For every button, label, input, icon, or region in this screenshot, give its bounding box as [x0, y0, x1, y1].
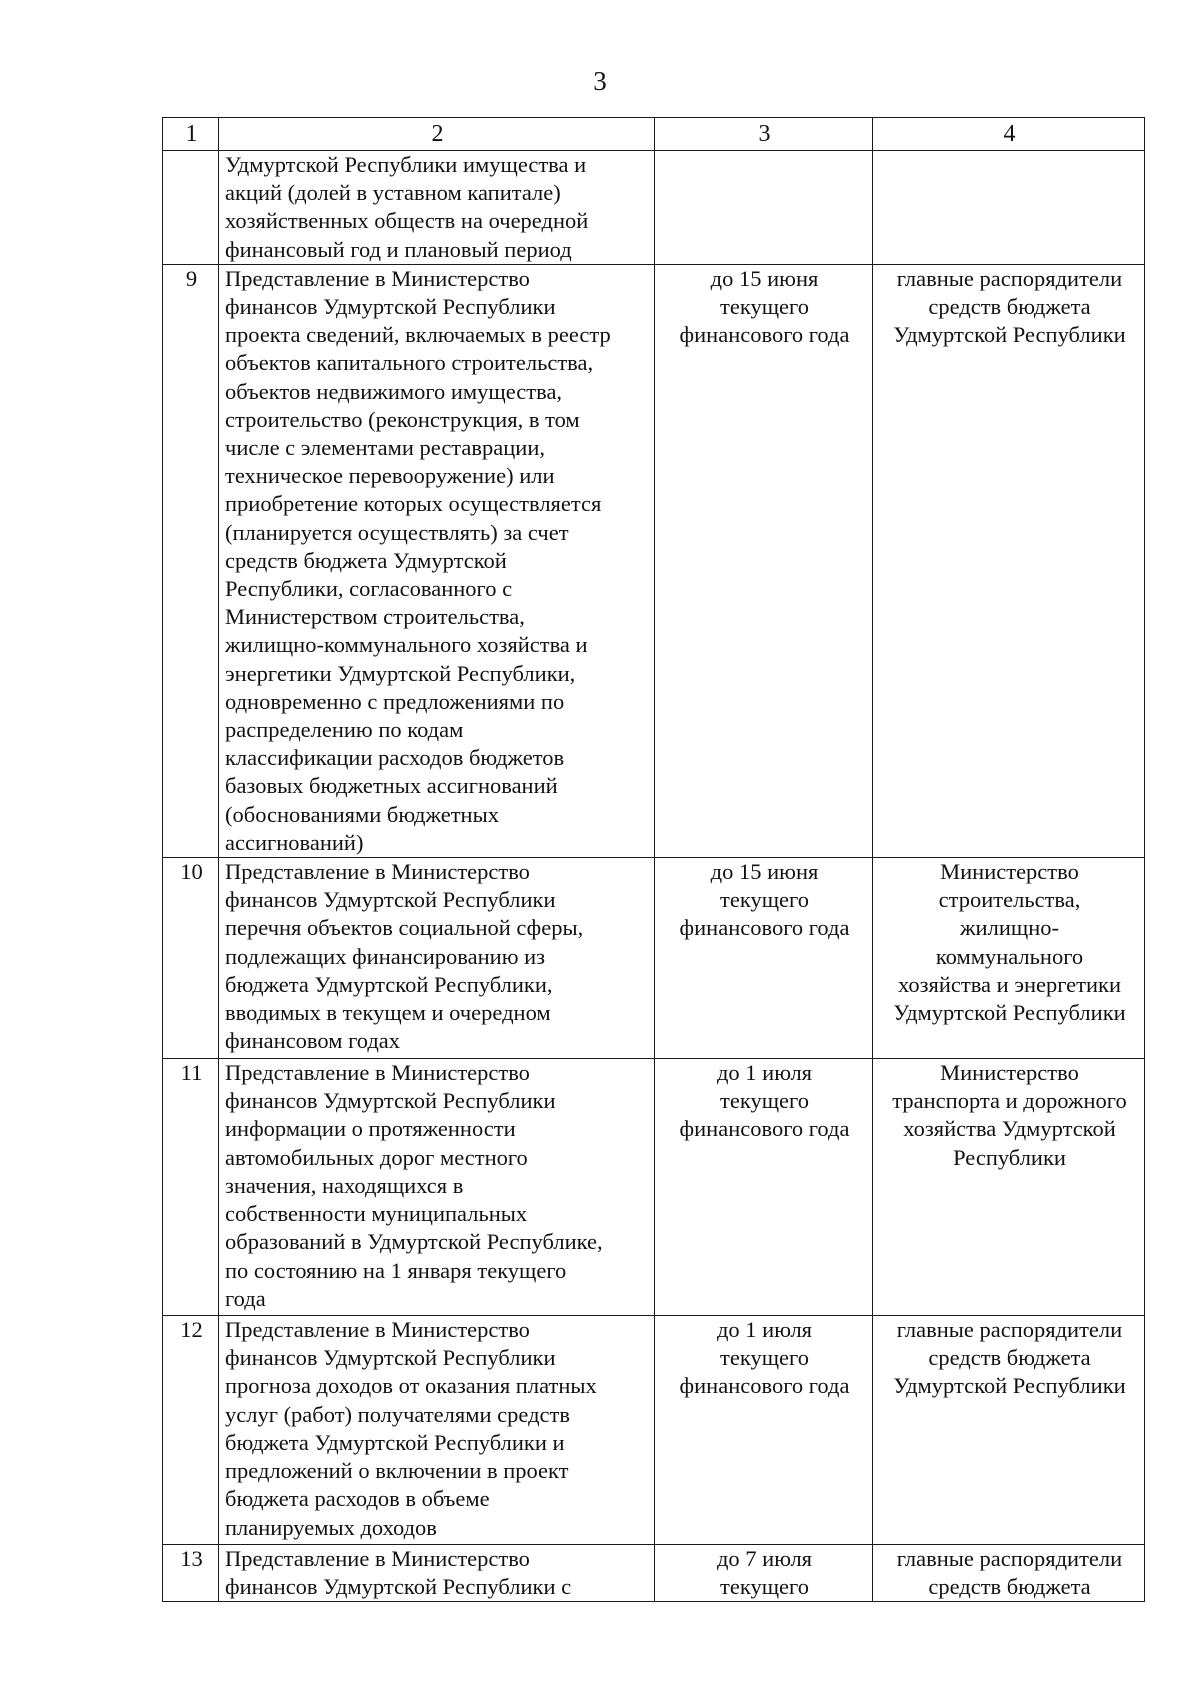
table-row [163, 1316, 1145, 1545]
column-number-4: 4 [873, 118, 1145, 151]
table-row [163, 264, 1145, 857]
row-deadline: до 7 июля текущего [655, 1545, 873, 1602]
row-description: Представление в Министерство финансов Удмуртской Республики информации о протяженности автомобильных дорог местного значения, находящихся в собственности муниципальных образований в Удмуртской Республике, по состоянию на 1 января текущего года [219, 1059, 655, 1316]
row-responsible: главные распорядители средств бюджета Удмуртской Республики [873, 1316, 1145, 1545]
page-number: 3 [593, 66, 607, 96]
row-deadline: до 15 июня текущего финансового года [655, 858, 873, 1059]
column-number-2: 2 [219, 118, 655, 151]
row-description: Удмуртской Республики имущества и акций (долей в уставном капитале) хозяйственных обществ на очередной финансовый год и плановый период [219, 151, 655, 265]
row-responsible: главные распорядители средств бюджета Удмуртской Республики [873, 264, 1145, 857]
table-row [163, 1545, 1145, 1602]
table-row [163, 858, 1145, 1059]
row-deadline [655, 151, 873, 265]
row-description: Представление в Министерство финансов Удмуртской Республики перечня объектов социальной сферы, подлежащих финансированию из бюджета Удмуртской Республики, вводимых в текущем и очередном финансовом годах [219, 858, 655, 1059]
row-responsible [873, 151, 1145, 265]
row-deadline: до 1 июля текущего финансового года [655, 1059, 873, 1316]
table-row [163, 151, 1145, 265]
table-row [163, 1059, 1145, 1316]
schedule-table [162, 117, 1145, 1602]
row-description: Представление в Министерство финансов Удмуртской Республики проекта сведений, включаемых в реестр объектов капитального строительства, объектов недвижимого имущества, строительство (реконструкция, в том числе с элементами реставрации, техническое перевооружение) или приобретение которых осуществляется (планируется осуществлять) за счет средств бюджета Удмуртской Республики, согласованного с Министерством строительства, жилищно-коммунального хозяйства и энергетики Удмуртской Республики, одновременно с предложениями по распределению по кодам классификации расходов бюджетов базовых бюджетных ассигнований (обоснованиями бюджетных ассигнований) [219, 264, 655, 857]
row-description: Представление в Министерство финансов Удмуртской Республики прогноза доходов от оказания платных услуг (работ) получателями средств бюджета Удмуртской Республики и предложений о включении в проект бюджета расходов в объеме планируемых доходов [219, 1316, 655, 1545]
row-responsible: Министерство транспорта и дорожного хозяйства Удмуртской Республики [873, 1059, 1145, 1316]
row-number: 12 [163, 1316, 219, 1545]
row-deadline: до 1 июля текущего финансового года [655, 1316, 873, 1545]
row-responsible: Министерство строительства, жилищно- коммунального хозяйства и энергетики Удмуртской Республики [873, 858, 1145, 1059]
table-header-row [163, 118, 1145, 151]
row-number [163, 151, 219, 265]
row-number: 10 [163, 858, 219, 1059]
row-description: Представление в Министерство финансов Удмуртской Республики с [219, 1545, 655, 1602]
row-deadline: до 15 июня текущего финансового года [655, 264, 873, 857]
column-number-1: 1 [163, 118, 219, 151]
row-number: 13 [163, 1545, 219, 1602]
row-number: 9 [163, 264, 219, 857]
row-number: 11 [163, 1059, 219, 1316]
row-responsible: главные распорядители средств бюджета [873, 1545, 1145, 1602]
column-number-3: 3 [655, 118, 873, 151]
